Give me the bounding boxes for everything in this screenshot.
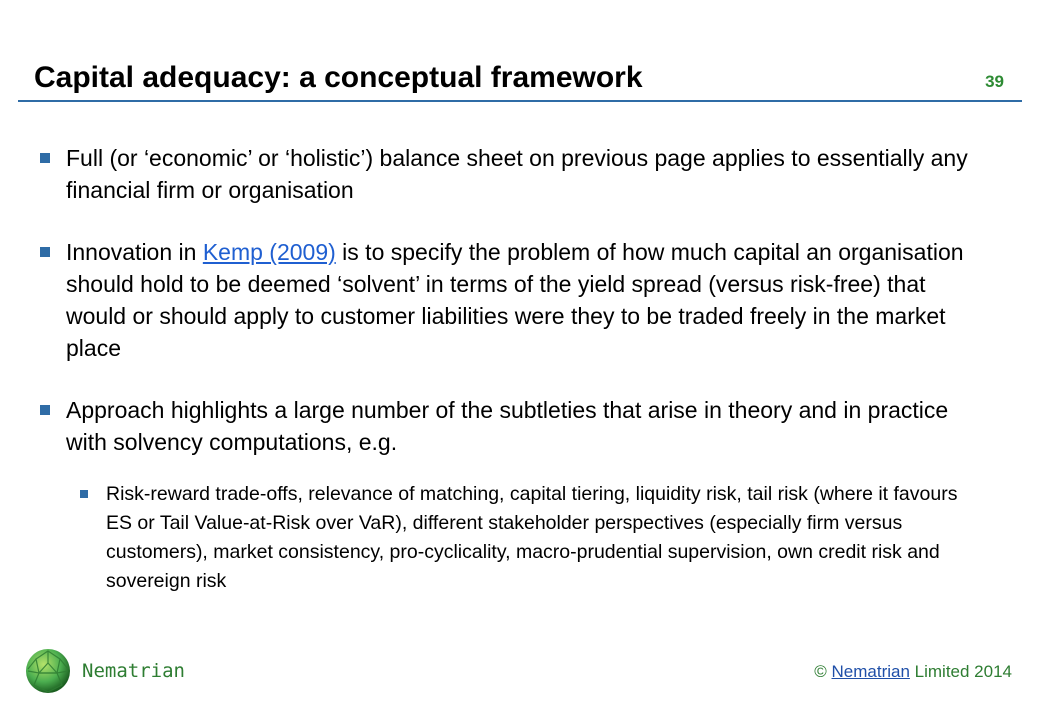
bullet-text: Approach highlights a large number of the subtleties that arise in theory and in practice with solvency computations, e.g. xyxy=(66,397,949,455)
square-bullet-icon xyxy=(40,153,50,163)
reference-link-kemp-2009[interactable]: Kemp (2009) xyxy=(202,239,336,265)
bullet-text-post: is to specify the problem of how much capital an organisation should hold to be deemed ‘solvent’ in terms of the yield spread (versus risk-free) that would or should apply to customer liabilities were they to be traded freely in the market place xyxy=(66,239,964,361)
bullet-item xyxy=(38,142,978,206)
square-bullet-icon xyxy=(40,405,50,415)
page-number: 39 xyxy=(985,72,1004,91)
bullet-item xyxy=(38,394,978,458)
copyright-nematrian-link[interactable]: Nematrian xyxy=(831,662,910,681)
footer-copyright xyxy=(814,662,1012,682)
slide-title: Capital adequacy: a conceptual framework xyxy=(34,61,643,94)
square-bullet-icon xyxy=(40,247,50,257)
bullet-text: Full (or ‘economic’ or ‘holistic’) balance sheet on previous page applies to essentially any financial firm or organisation xyxy=(66,145,968,203)
title-divider xyxy=(18,100,1022,102)
footer-brand: Nematrian xyxy=(82,660,185,682)
copyright-suffix: Limited 2014 xyxy=(914,662,1012,681)
bullet-text-pre: Innovation in xyxy=(66,239,203,265)
bullet-item xyxy=(38,236,978,364)
sub-bullet-item xyxy=(78,480,986,596)
slide-content xyxy=(38,142,978,596)
copyright-symbol: © xyxy=(814,662,827,681)
square-bullet-icon xyxy=(80,490,88,498)
green-geodesic-sphere-icon xyxy=(24,647,72,695)
sub-bullet-text: Risk-reward trade-offs, relevance of matching, capital tiering, liquidity risk, tail risk (where it favours ES or Tail Value-at-Risk over VaR), different stakeholder perspectives (especially firm versus customers), market consistency, pro-cyclicality, macro-prudential supervision, own credit risk and sovereign risk xyxy=(106,483,958,592)
